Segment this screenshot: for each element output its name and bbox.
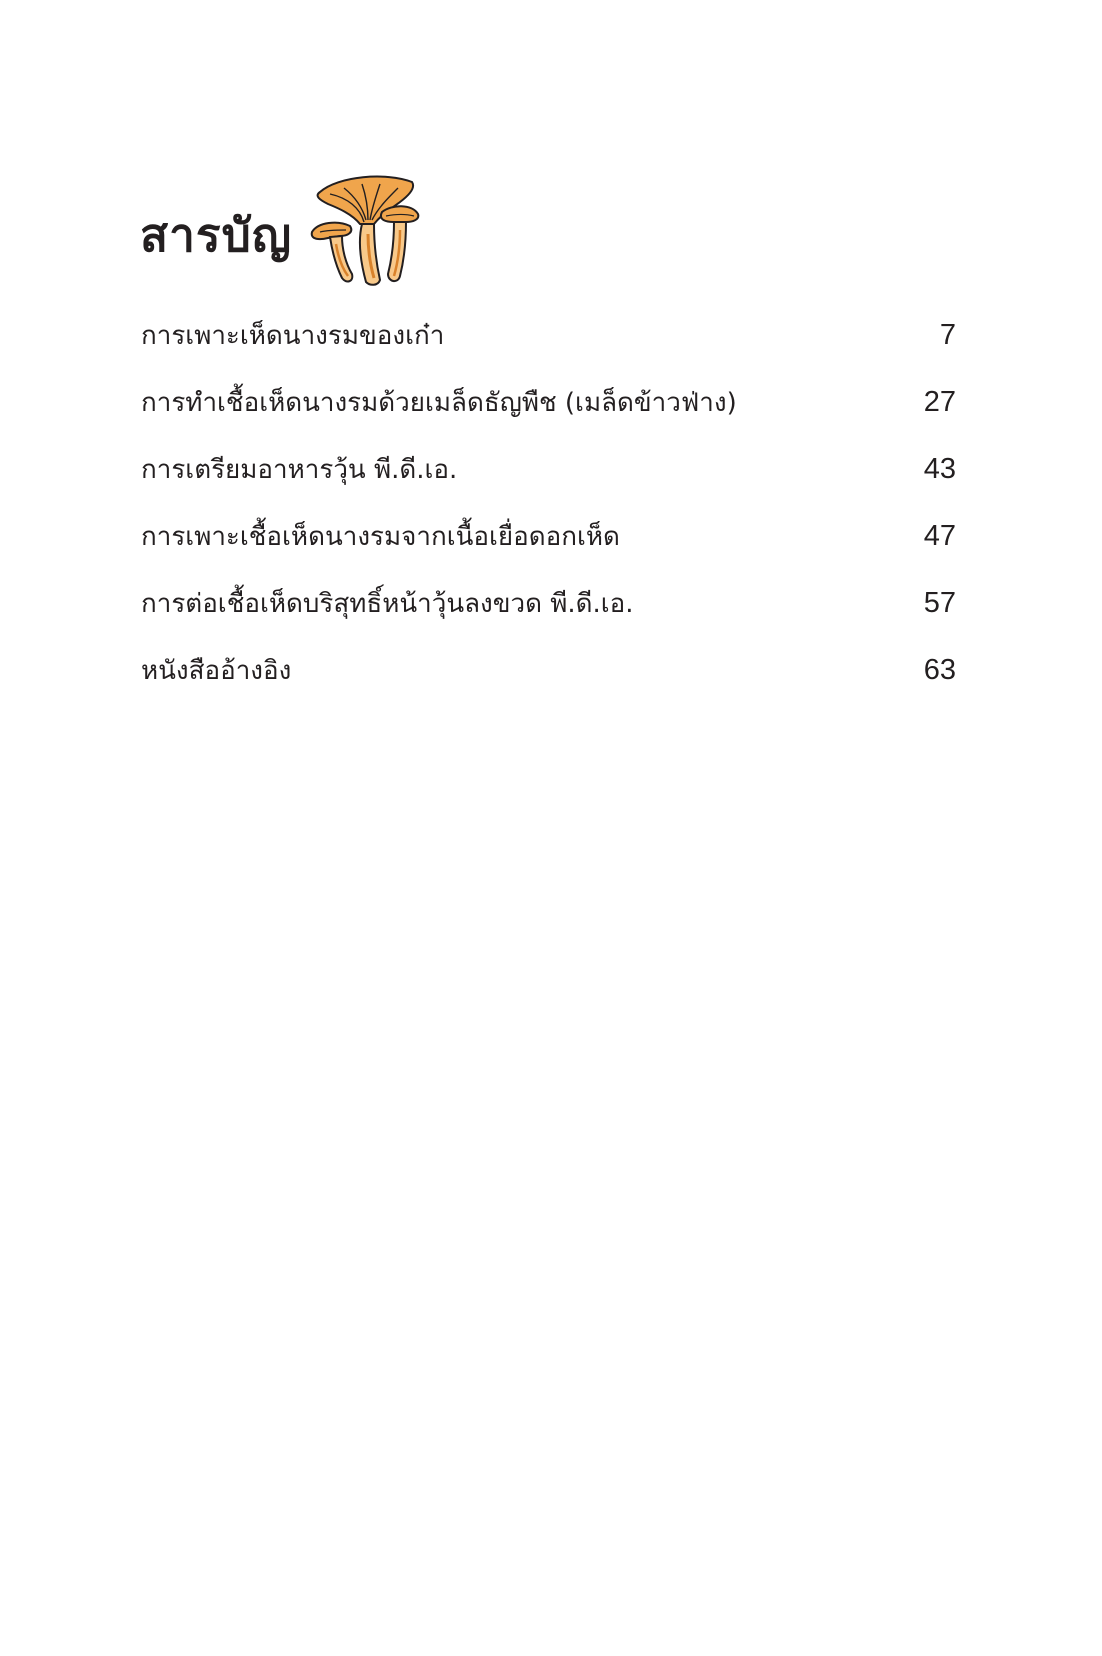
mushroom-cluster-icon <box>308 174 420 288</box>
toc-entry[interactable] <box>141 586 956 653</box>
toc-entry[interactable] <box>141 519 956 586</box>
toc-entry-page: 63 <box>923 654 956 686</box>
toc-entry-page: 47 <box>923 520 956 552</box>
toc-entry-title: การเพาะเชื้อเห็ดนางรมจากเนื้อเยื่อดอกเห็ด <box>141 522 620 552</box>
toc-entry-title: หนังสืออ้างอิง <box>141 656 292 686</box>
table-of-contents <box>141 318 956 720</box>
toc-entry-title: การทำเชื้อเห็ดนางรมด้วยเมล็ดธัญพืช (เมล็ดข้าวฟ่าง) <box>141 388 737 418</box>
toc-entry-page: 7 <box>939 319 956 351</box>
toc-entry-title: การเตรียมอาหารวุ้น พี.ดี.เอ. <box>141 455 458 485</box>
toc-entry[interactable] <box>141 385 956 452</box>
toc-entry-title: การเพาะเห็ดนางรมของเก๋า <box>141 321 445 351</box>
toc-entry-title: การต่อเชื้อเห็ดบริสุทธิ์หน้าวุ้นลงขวด พี.ดี.เอ. <box>141 589 634 619</box>
toc-entry[interactable] <box>141 452 956 519</box>
toc-entry[interactable] <box>141 318 956 385</box>
title-block <box>140 168 420 288</box>
toc-entry-page: 27 <box>923 386 956 418</box>
toc-entry[interactable] <box>141 653 956 720</box>
toc-entry-page: 43 <box>923 453 956 485</box>
toc-entry-page: 57 <box>923 587 956 619</box>
page-title: สารบัญ <box>140 208 293 262</box>
